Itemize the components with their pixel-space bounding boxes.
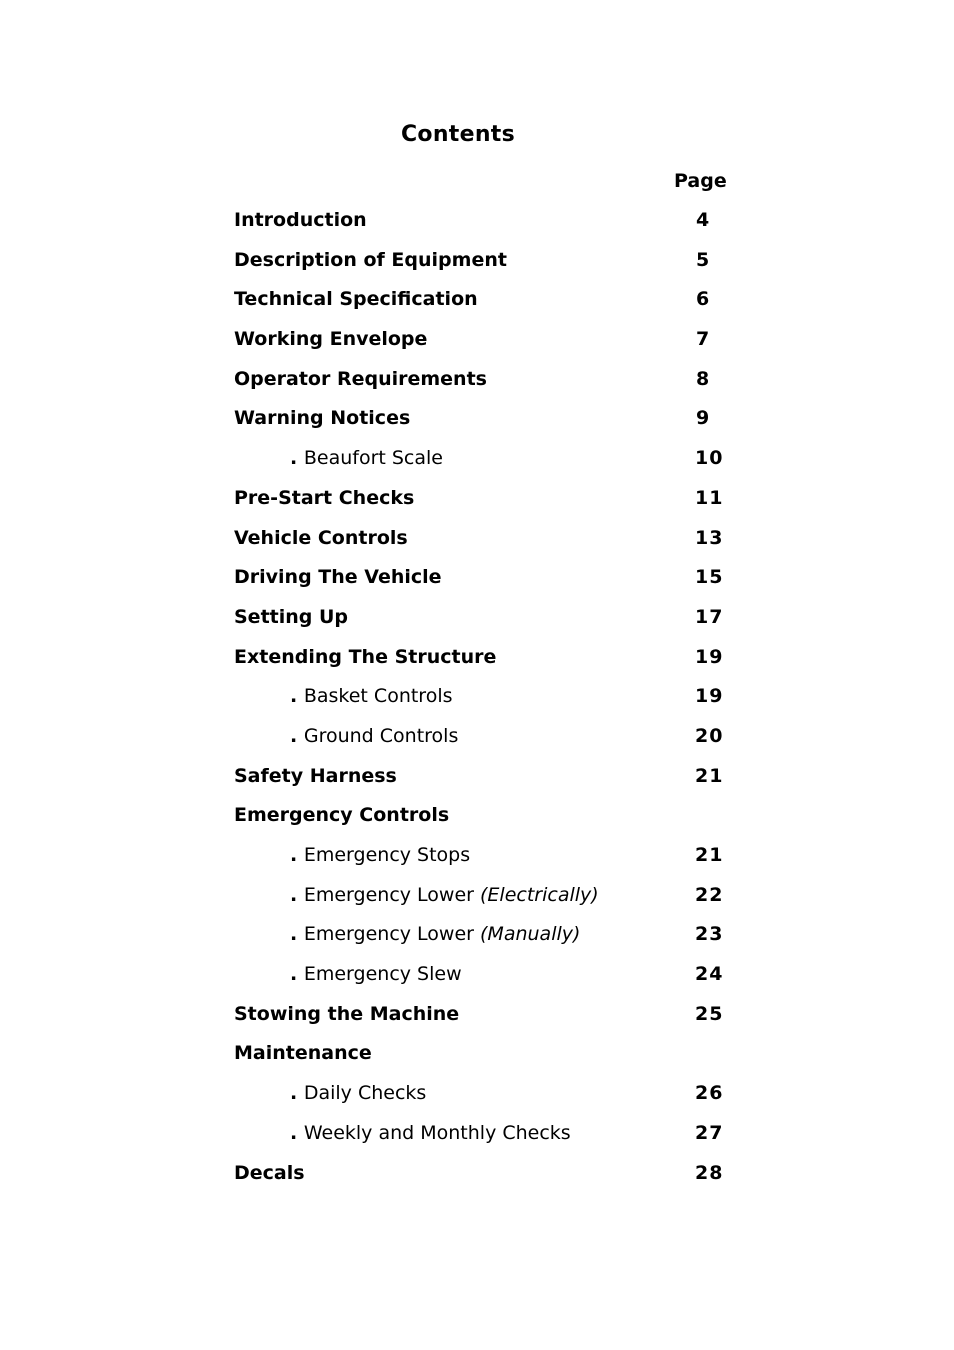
toc-entry-label bbox=[290, 723, 458, 749]
bullet-dot: . bbox=[290, 685, 304, 708]
toc-page-number: 10 bbox=[695, 447, 724, 470]
toc-page-number: 24 bbox=[695, 963, 724, 986]
toc-entry-text: Driving The Vehicle bbox=[234, 566, 442, 589]
toc-page-number: 17 bbox=[695, 605, 724, 628]
toc-page-number: 6 bbox=[696, 288, 711, 311]
toc-page-number: 28 bbox=[695, 1161, 724, 1184]
toc-entry-label bbox=[234, 326, 427, 352]
toc-entry-label bbox=[234, 802, 449, 828]
toc-page-number: 21 bbox=[695, 764, 724, 787]
toc-subentry bbox=[234, 723, 734, 763]
bullet-dot: . bbox=[290, 447, 304, 470]
toc-entry-label bbox=[234, 405, 410, 431]
toc-page-number: 27 bbox=[695, 1121, 724, 1144]
toc-entry bbox=[234, 326, 734, 366]
toc-entry-text: Emergency Lower bbox=[303, 883, 474, 906]
toc-page-number: 5 bbox=[696, 248, 711, 271]
bullet-dot: . bbox=[290, 1121, 304, 1144]
toc-entry-label bbox=[290, 1120, 571, 1146]
toc-entry-text: Weekly and Monthly Checks bbox=[303, 1121, 571, 1144]
toc-entry bbox=[234, 247, 734, 287]
bullet-dot: . bbox=[290, 923, 304, 946]
toc-entry-label bbox=[290, 842, 470, 868]
toc-entry-text: Emergency Stops bbox=[303, 844, 471, 866]
toc-page-number: 7 bbox=[696, 328, 711, 351]
toc-subentry bbox=[234, 921, 734, 961]
toc-subentry bbox=[234, 882, 734, 922]
toc-entry-text: Decals bbox=[234, 1161, 305, 1184]
toc-entry bbox=[234, 1040, 734, 1080]
toc-subentry bbox=[234, 445, 734, 485]
toc-entry-label bbox=[290, 445, 443, 471]
table-of-contents bbox=[234, 207, 734, 1199]
toc-entry-text: Emergency Slew bbox=[303, 963, 462, 986]
toc-entry-label bbox=[234, 247, 507, 273]
toc-page-number: 19 bbox=[695, 685, 724, 708]
toc-entry-text: Warning Notices bbox=[234, 407, 411, 430]
toc-entry-label bbox=[234, 1160, 305, 1186]
toc-subentry bbox=[234, 1080, 734, 1120]
toc-entry-label bbox=[290, 683, 453, 709]
toc-entry-text: Maintenance bbox=[234, 1042, 372, 1065]
toc-entry-label bbox=[234, 485, 414, 511]
page-title: Contents bbox=[400, 122, 516, 147]
toc-entry-text: Safety Harness bbox=[234, 764, 397, 787]
bullet-dot: . bbox=[290, 844, 304, 866]
toc-entry-label bbox=[290, 961, 462, 987]
toc-entry-text: Setting Up bbox=[234, 605, 349, 628]
toc-entry bbox=[234, 564, 734, 604]
toc-entry-label bbox=[234, 286, 478, 312]
toc-entry bbox=[234, 802, 734, 842]
toc-subentry bbox=[234, 961, 734, 1001]
toc-entry-text: Daily Checks bbox=[303, 1082, 427, 1105]
page-column-header: Page bbox=[674, 170, 727, 192]
toc-entry bbox=[234, 644, 734, 684]
toc-entry-label bbox=[234, 644, 496, 670]
toc-entry-label bbox=[234, 525, 408, 551]
toc-entry-label bbox=[234, 207, 367, 233]
toc-page-number: 4 bbox=[696, 209, 711, 231]
bullet-dot: . bbox=[290, 724, 304, 747]
toc-page-number: 26 bbox=[695, 1082, 724, 1105]
toc-entry bbox=[234, 366, 734, 406]
toc-page-number: 11 bbox=[695, 486, 724, 509]
toc-entry-text: Basket Controls bbox=[303, 685, 453, 708]
bullet-dot: . bbox=[290, 1082, 304, 1105]
toc-entry-text: Ground Controls bbox=[303, 724, 459, 747]
toc-page-number: 13 bbox=[695, 526, 724, 549]
toc-entry-text: Extending The Structure bbox=[234, 645, 497, 668]
toc-entry-label bbox=[234, 604, 348, 630]
toc-entry-text: Working Envelope bbox=[234, 328, 428, 351]
toc-entry bbox=[234, 525, 734, 565]
toc-entry-label bbox=[234, 763, 397, 789]
toc-entry-text: Emergency Controls bbox=[234, 804, 450, 827]
toc-entry-text: Stowing the Machine bbox=[234, 1002, 460, 1025]
toc-entry bbox=[234, 763, 734, 803]
toc-subentry bbox=[234, 1120, 734, 1160]
toc-entry-label bbox=[234, 564, 442, 590]
toc-entry-label bbox=[290, 921, 580, 947]
toc-entry-label bbox=[290, 882, 599, 908]
toc-page-number: 25 bbox=[695, 1002, 724, 1025]
toc-entry bbox=[234, 207, 734, 247]
toc-page-number: 20 bbox=[695, 724, 724, 747]
toc-entry-text: Emergency Lower bbox=[303, 923, 474, 946]
toc-entry-label bbox=[290, 1080, 426, 1106]
toc-page-number: 21 bbox=[695, 844, 724, 866]
toc-entry-text: Pre-Start Checks bbox=[234, 486, 415, 509]
toc-entry-text: Operator Requirements bbox=[234, 367, 487, 390]
toc-entry-label bbox=[234, 366, 487, 392]
toc-entry bbox=[234, 604, 734, 644]
toc-entry-text: Introduction bbox=[234, 209, 367, 231]
toc-entry-text: Beaufort Scale bbox=[303, 447, 443, 470]
toc-page-number: 15 bbox=[695, 566, 724, 589]
toc-entry-text: Vehicle Controls bbox=[234, 526, 408, 549]
bullet-dot: . bbox=[290, 883, 304, 906]
toc-entry-label bbox=[234, 1001, 459, 1027]
toc-entry-text: Description of Equipment bbox=[234, 248, 507, 271]
toc-entry-text: Technical Specification bbox=[234, 288, 478, 311]
toc-page-number: 9 bbox=[696, 407, 711, 430]
toc-page-number: 8 bbox=[696, 367, 711, 390]
toc-entry-label bbox=[234, 1040, 372, 1066]
toc-entry-note: (Electrically) bbox=[480, 883, 599, 906]
toc-entry bbox=[234, 1001, 734, 1041]
toc-page-number: 22 bbox=[695, 883, 724, 906]
bullet-dot: . bbox=[290, 963, 304, 986]
toc-entry bbox=[234, 485, 734, 525]
toc-page-number: 23 bbox=[695, 923, 724, 946]
toc-page-number: 19 bbox=[695, 645, 724, 668]
toc-subentry bbox=[234, 842, 734, 882]
toc-entry bbox=[234, 286, 734, 326]
toc-entry bbox=[234, 405, 734, 445]
toc-subentry bbox=[234, 683, 734, 723]
toc-entry bbox=[234, 1160, 734, 1200]
toc-entry-note: (Manually) bbox=[480, 923, 581, 946]
